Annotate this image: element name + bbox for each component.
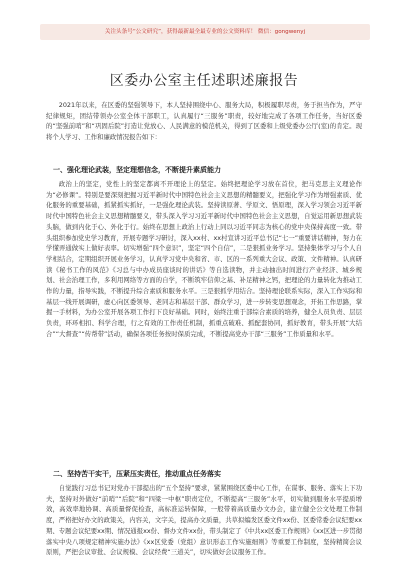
page-title: 区委办公室主任述职述廉报告 [109, 73, 299, 89]
section-1-paragraph: 政治上的坚定，党性上的坚定都离不开理论上的坚定。始终把理论学习放在首位，把马克思主义理论作为“必修课”。特别是要深刻把握习近平新时代中国特色社会主义思想的精髓要义，把强化学习作为增强素质、优化服务的重要基础，抓紧抓实抓好，一是强化理论武装。坚持读原著、学原文、悟原理，深入学习领会习近平新时代中国特色社会主义思想精髓要义，带头深入学习习近平新时代中国特色社会主义思想，自觉运用新思想武装头脑，做到内化于心、外化于行。始终在思想上政治上行动上同以习近平同志为核心的党中央保持高度一致。带头组织参加党史学习教育，开展专题学习研讨，深入xx村、xx村宣讲习近平总书记“七一”重要讲话精神，努力在学懂弄通做实上做好表率。切实增强“四个意识”，坚定“四个自信”，二是狠抓业务学习。坚持集体学习与个人自学相结合，定期组织开展业务学习，认真学习党中央和省、市、区的一系列重大会议、政策、文件精神。认真研读《秘书工作的风范》《习总与中办成员座谈时的讲话》等自选读物，并主动抽出时间进行产业经济、城乡规划、社会治理工作，多利用网络等方面的自学，不断筑牢信仰之基、补足精神之钙，把理论的力量转化为推动工作的力量，指导实践，不断提升综合素质和服务水平。三是狠抓学用结合。坚持理论联系实际，深入工作实际和基层一线开展调研，虚心向区委领导、老同志和基层干部、群众学习，进一步转变思想观念，开拓工作思路，掌握一手材料，为办公室开展各项工作打下良好基础。同时，始终注重于部综合素质的培养，健全人员负责、层层负责，环环相扣、科学合理，行之有效的工作责任机制，抓重点破难、抓配套协同，抓好教育，带头开展“大结合”“大督查”“传帮带”活动，确保各项任务按时保质完成，不断提高党办干部“三服务”工作质量和水平。 [46, 180, 362, 338]
document-body [46, 100, 362, 579]
intro-paragraph: 2021年以来，在区委的坚强领导下，本人坚持围绕中心、服务大局，积极履职尽责，务于担当作为，严守纪律规矩，团结带领办公室全体干部职工，认真履行“三服务”职责，较好地完成了各项工作任务，当好区委的“坚强前哨”和“巩固后院”打造让党放心、人民满意的模范机关，得到了区委和上级党委办公厅(室)的肯定。现将个人学习、工作和廉政情况报告如下： [46, 101, 362, 142]
promo-banner: 关注头条号“公文研究”，获得最新最全最专业的公文资料库！ 微信：gongwenyj [40, 24, 370, 40]
section-2-paragraph: 自觉践行习总书记对党办干部提出的“五个坚持”要求，紧紧围绕区委中心工作，在谋事、服务、落实上下功夫，坚持对外做好“前哨”“后院”和“四梁一中枢”职责定位，不断提高“三服务”水平，切实做到服务水平提质增效，高效率地协调、高质量督促检查，高标准运转保障，一般带着高质量办文办会，建立健全公文处理工作制度，严格把好办文的政策关，内容关，文字关，提高办文质量，共草拟编发区委文件xx份、区委常委会议纪要xx期、专题会议纪要xx期、情况通报xx份、督办文件xx份，带头制定了《中共xx区委工作规则》《xx区进一步贯彻落实中央八项规定精神实施办法》《xx区党委（党组）意识形态工作实施细则》等重要工作制度，坚持精简会议原则，严把会议审批、会议规模、会议经费“三道关”，切实做好会议服务工作。 [46, 484, 362, 557]
section-heading-1: 一、强化理论武装，坚定理想信念，不断提升素质能力 [53, 166, 221, 174]
section-heading-2: 二、坚持苦干实干，压紧压实责任，推动重点任务落实 [53, 470, 221, 478]
